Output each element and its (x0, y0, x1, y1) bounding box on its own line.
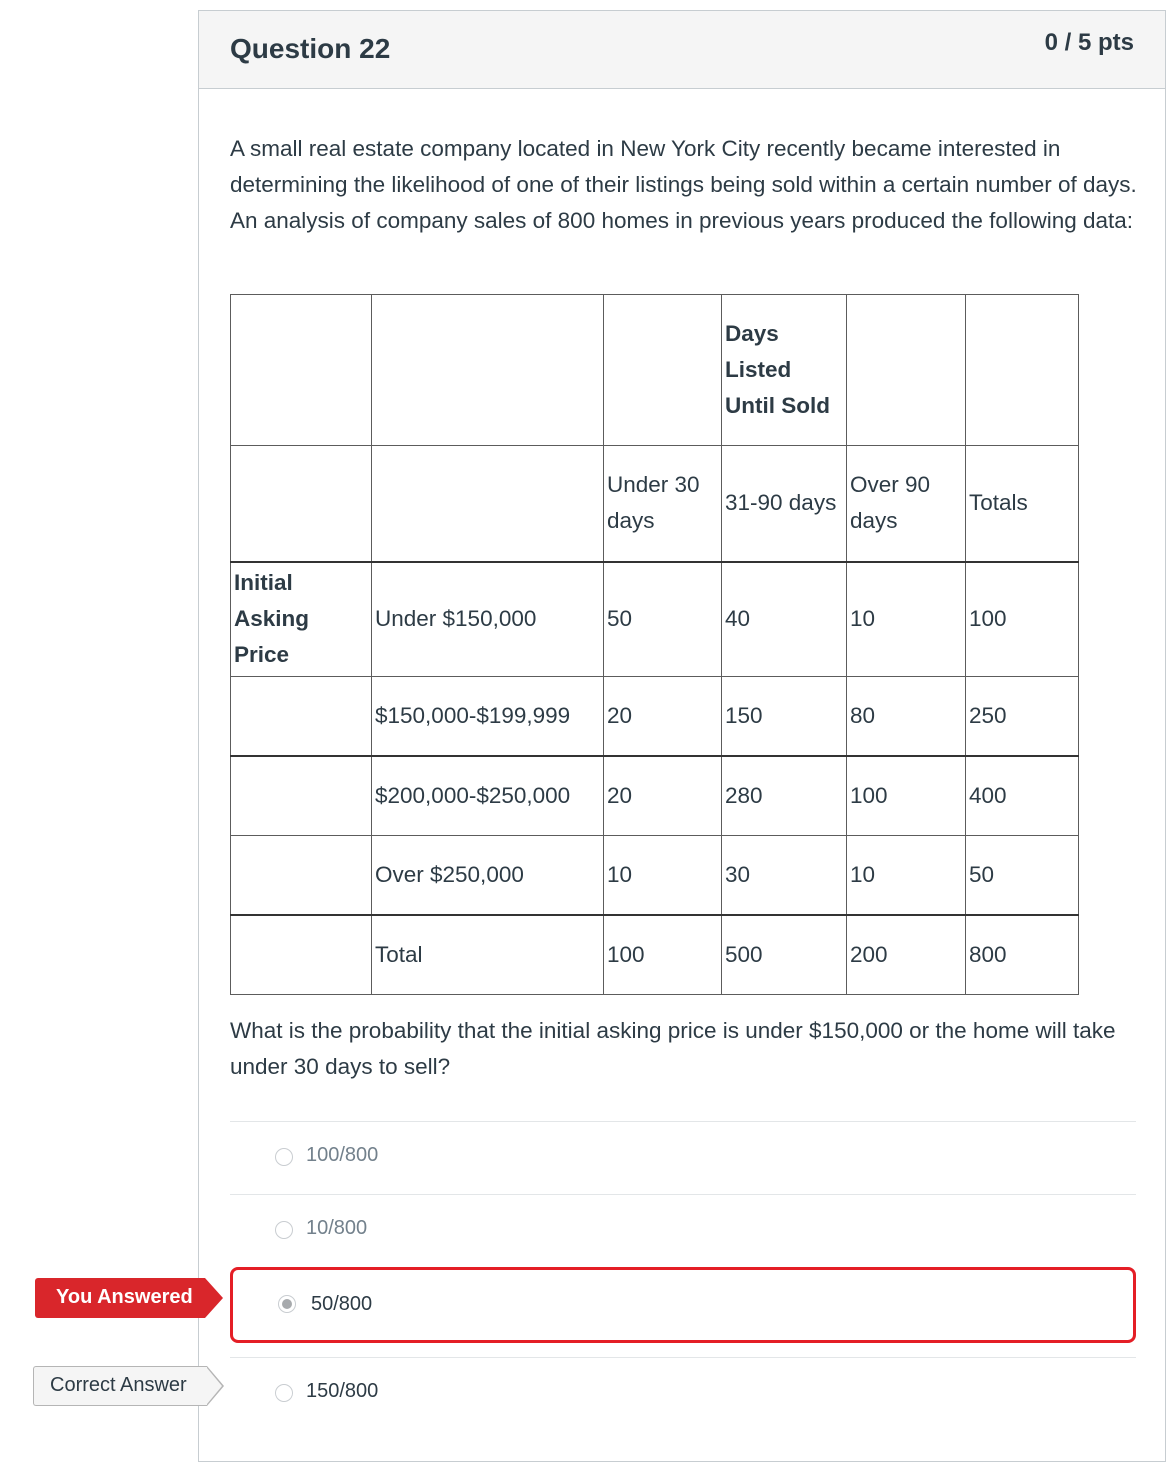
question-header (199, 11, 1165, 89)
cell: 150 (722, 677, 847, 756)
answer-option-selected[interactable] (230, 1267, 1136, 1343)
answer-option[interactable] (230, 1357, 1136, 1429)
row-label: Under $150,000 (372, 562, 604, 677)
row-group-label: Initial Asking Price (231, 562, 372, 677)
cell: 30 (722, 836, 847, 915)
answer-option[interactable] (230, 1194, 1136, 1266)
cell: 100 (604, 915, 722, 995)
correct-answer-flag: Correct Answer (33, 1366, 207, 1406)
question-points: 0 / 5 pts (1044, 29, 1134, 56)
question-text: A small real estate company located in New York City recently became interested in determining the likelihood of one of their listings being sold within a certain number of days. An analysis of company sales of 800 homes in previous years produced the following data: (230, 136, 1137, 233)
question-prompt: What is the probability that the initial asking price is under $150,000 or the home will take under 30 days to sell? (230, 1018, 1116, 1079)
cell: 40 (722, 562, 847, 677)
row-label: Total (372, 915, 604, 995)
radio-button[interactable] (275, 1148, 293, 1166)
cell: 20 (604, 756, 722, 836)
radio-button[interactable] (275, 1384, 293, 1402)
question-card (198, 10, 1166, 1462)
data-table (230, 294, 1079, 995)
answer-label: 10/800 (306, 1217, 368, 1239)
col-header: Over 90 days (847, 446, 966, 562)
cell: 280 (722, 756, 847, 836)
cell: 10 (604, 836, 722, 915)
col-header: 31-90 days (722, 446, 847, 562)
cell: 800 (966, 915, 1079, 995)
radio-button-checked[interactable] (278, 1295, 296, 1313)
cell: 400 (966, 756, 1079, 836)
col-header: Under 30 days (604, 446, 722, 562)
cell: 500 (722, 915, 847, 995)
row-label: $150,000-$199,999 (372, 677, 604, 756)
col-header: Totals (966, 446, 1079, 562)
cell: 10 (847, 562, 966, 677)
cell: 100 (847, 756, 966, 836)
row-label: Over $250,000 (372, 836, 604, 915)
cell: 50 (604, 562, 722, 677)
cell: 250 (966, 677, 1079, 756)
answer-label: 150/800 (306, 1380, 379, 1402)
cell: 80 (847, 677, 966, 756)
cell: 200 (847, 915, 966, 995)
row-label: $200,000-$250,000 (372, 756, 604, 836)
radio-button[interactable] (275, 1221, 293, 1239)
cell: 100 (966, 562, 1079, 677)
answer-label: 100/800 (306, 1144, 379, 1166)
answer-option[interactable] (230, 1121, 1136, 1193)
cell: 10 (847, 836, 966, 915)
answer-label: 50/800 (311, 1293, 373, 1315)
cell: 50 (966, 836, 1079, 915)
cell: 20 (604, 677, 722, 756)
question-title: Question 22 (230, 33, 391, 64)
table-top-header: Days Listed Until Sold (722, 295, 847, 446)
you-answered-flag: You Answered (35, 1278, 205, 1318)
